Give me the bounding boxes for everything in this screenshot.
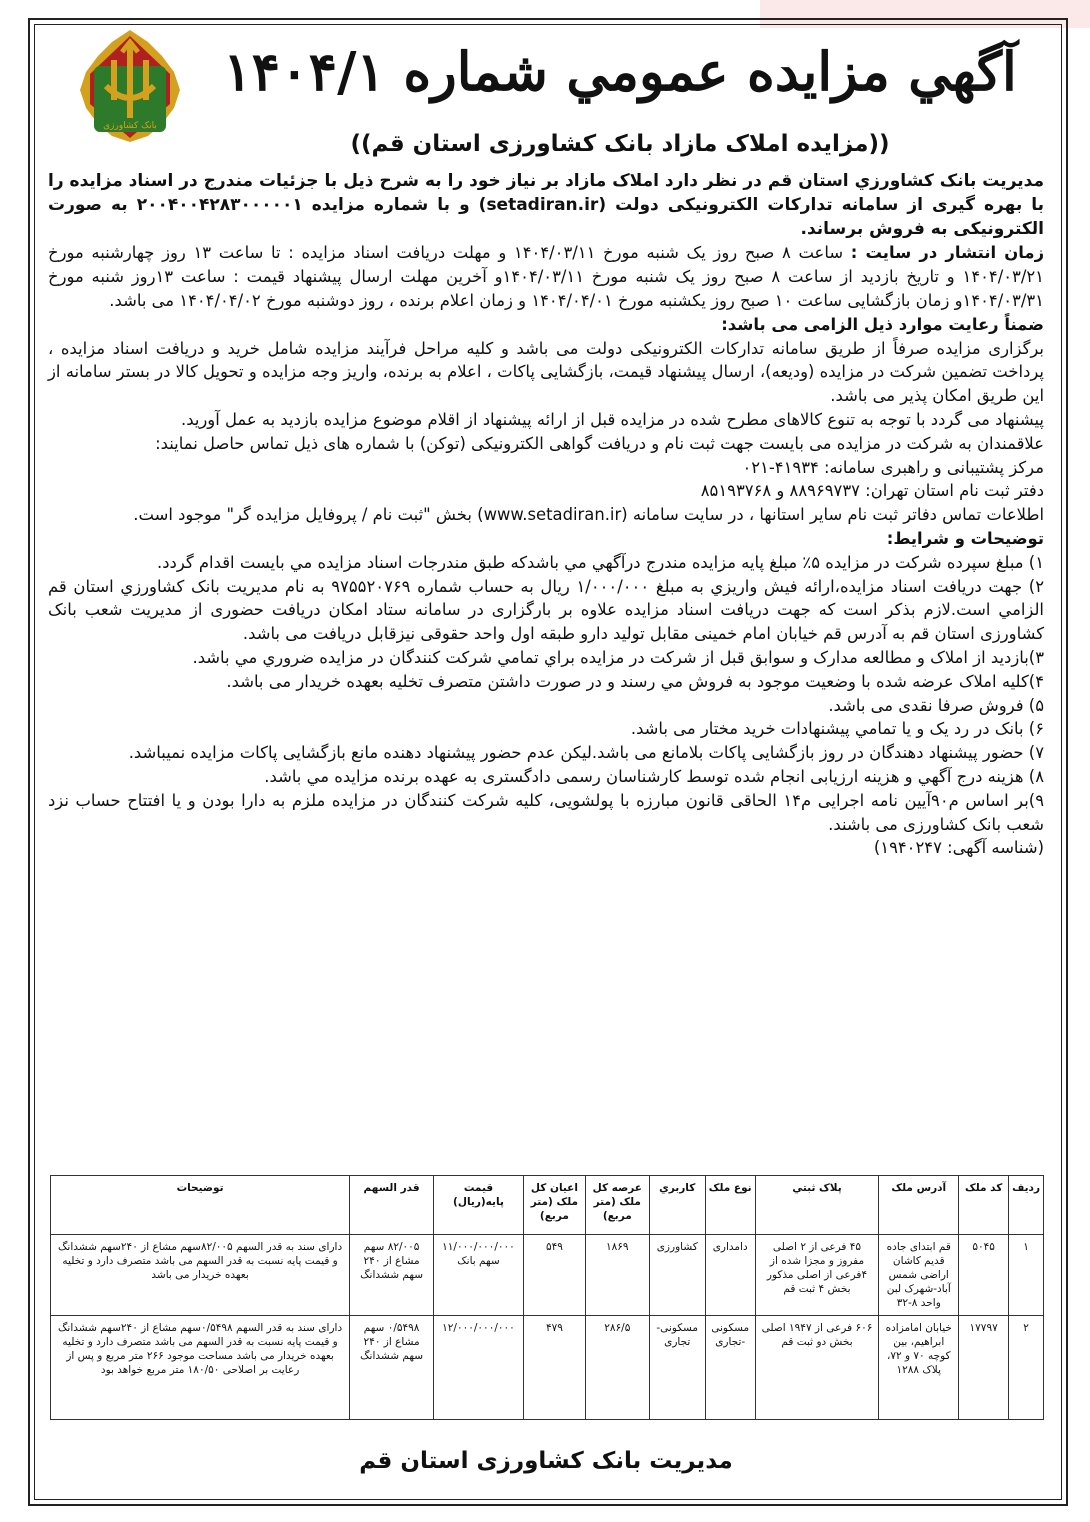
- note-3: علاقمندان به شرکت در مزایده می بایست جهت ثبت نام و دریافت گواهی الکترونیکی (توکن) با شماره های ذیل تماس حاصل نمایند:: [155, 433, 1044, 453]
- property-table: [50, 1175, 1044, 1420]
- col-header: نوع ملک: [705, 1176, 755, 1235]
- col-header: عرصه کل ملک (متر مربع): [585, 1176, 649, 1235]
- table-cell: خیابان امامزاده ابراهیم، بین کوچه ۷۰ و ۷۲، پلاک ۱۲۸۸: [879, 1316, 959, 1420]
- table-cell: ۰/۵۴۹۸ سهم مشاع از ۲۴۰ سهم ششدانگ: [350, 1316, 434, 1420]
- table-cell: ۲: [1009, 1316, 1044, 1420]
- page-subtitle: ((مزایده املاک مازاد بانک کشاورزی استان قم)): [350, 131, 890, 157]
- term-item: ۹)بر اساس م۹۰آیین نامه اجرایی م۱۴ الحاقی قانون مبارزه با پولشویی، کلیه شرکت کنندگان در مزایده ملزم به دارا بودن و یا افتتاح حساب نزد شعب بانک کشاورزی می باشند.: [48, 790, 1044, 834]
- table-row: [51, 1316, 1044, 1420]
- table-cell: دامداری: [705, 1235, 755, 1316]
- col-header: قیمت پایه(ریال): [434, 1176, 524, 1235]
- table-cell: ۶۰۶ فرعی از ۱۹۴۷ اصلی بخش دو ثبت قم: [755, 1316, 879, 1420]
- table-cell: دارای سند به قدر السهم ۰/۵۴۹۸سهم مشاع از ۲۴۰سهم ششدانگ و قیمت پایه نسبت به قدر السهم می باشد متصرف دارد و تخلیه بعهده خریدار می باشد مساحت موجود ۲۶۶ متر مربع و پس از رعایت بر اصلاحی ۱۸۰/۵۰ متر مربع خواهد بود: [51, 1316, 350, 1420]
- table-cell: ۲۸۶/۵: [585, 1316, 649, 1420]
- intro-paragraph: مديريت بانک کشاورزي استان قم در نظر دارد املاک مازاد بر نیاز خود را به شرح ذیل با جزئیات مندرج در اسناد مزایده را با بهره گیری از سامانه تدارکات الکترونیکی دولت (setadiran.ir) و با شماره مزایده ۲۰۰۴۰۰۴۲۸۳۰۰۰۰۰۱ به صورت الکترونیکی به فروش برساند.: [48, 171, 1044, 239]
- table-cell: ۸۲/۰۰۵ سهم مشاع از ۲۴۰ سهم ششدانگ: [350, 1235, 434, 1316]
- table-header-row: [51, 1176, 1044, 1235]
- table-cell: ۱۸۶۹: [585, 1235, 649, 1316]
- table-cell: ۴۷۹: [523, 1316, 585, 1420]
- term-item: ۷) حضور پیشنهاد دهندگان در روز بازگشایی پاکات بلامانع می باشد.لیکن عدم حضور پیشنهاد دهنده مانع بازگشایی پاکات مزایده نمیباشد.: [128, 743, 1044, 763]
- col-header: کاربري: [649, 1176, 705, 1235]
- col-header: اعیان کل ملک (متر مربع): [523, 1176, 585, 1235]
- term-item: ۴)کلیه املاک عرضه شده با وضعیت موجود به فروش مي رسند و در صورت داشتن متصرف تخلیه بعهده خریدار می باشد.: [226, 671, 1044, 691]
- contact-tehran: دفتر ثبت نام استان تهران: ۸۸۹۶۹۷۳۷ و ۸۵۱۹۳۷۶۸: [700, 481, 1044, 501]
- note-1: برگزاری مزایده صرفاً از طریق سامانه تدارکات الکترونیکی دولت می باشد و کلیه مراحل فرآیند مزایده شامل خرید و دریافت اسناد مزایده ، پرداخت تضمین شرکت در مزایده (ودیعه)، ارسال پیشنهاد قیمت، بازگشایی پاکات ، اعلام به برنده، واریز وجه مزایده و تحویل کالا در بستر سامانه از این طریق امکان پذیر می باشد.: [48, 338, 1044, 406]
- term-item: ۸) هزينه درج آگهي و هزينه ارزيابی انجام شده توسط کارشناسان رسمی دادگستری به عهده برنده مزايده مي باشد.: [264, 766, 1044, 786]
- table-cell: مسکونی -تجاری: [705, 1316, 755, 1420]
- schedule-text: ساعت ۸ صبح روز یک شنبه مورخ ۱۴۰۴/۰۳/۱۱ و مهلت دریافت اسناد مزایده : تا ساعت ۱۳ روز چهارشنبه مورخ ۱۴۰۴/۰۳/۲۱ و تاریخ بازدید از ساعت ۸ صبح روز یک شنبه مورخ ۱۴۰۴/۰۳/۱۱و آخرین مهلت ارسال پیشنهاد قیمت : ساعت ۱۳روز شنبه مورخ ۱۴۰۴/۰۳/۳۱و زمان بازگشایی ساعت ۱۰ صبح روز یکشنبه مورخ ۱۴۰۴/۰۴/۰۱ و زمان اعلام برنده ، روز دوشنبه مورخ ۱۴۰۴/۰۴/۰۲ می باشد.: [48, 243, 1044, 310]
- announcement-body: [48, 170, 1044, 860]
- col-header: توضیحات: [51, 1176, 350, 1235]
- table-cell: ۱۷۷۹۷: [959, 1316, 1009, 1420]
- footer-signature: مدیریت بانک کشاورزی استان قم: [359, 1448, 733, 1474]
- table-row: [51, 1235, 1044, 1316]
- table-cell: دارای سند به قدر السهم ۸۲/۰۰۵سهم مشاع از ۲۴۰سهم ششدانگ و قیمت پایه نسبت به قدر السهم می باشد متصرف دارد و تخلیه بعهده خریدار می باشد: [51, 1235, 350, 1316]
- bank-logo: [70, 26, 190, 146]
- table-cell: ۱۲/۰۰۰/۰۰۰/۰۰۰: [434, 1316, 524, 1420]
- table-cell: قم ابتدای جاده قدیم کاشان اراضی شمس آباد-شهرک لبن واحد ۸-۳۲: [879, 1235, 959, 1316]
- term-item: ۵) فروش صرفا نقدی می باشد.: [828, 695, 1044, 715]
- svg-text:بانک کشاورزی: بانک کشاورزی: [103, 121, 157, 131]
- col-header: آدرس ملک: [879, 1176, 959, 1235]
- table-cell: ۱: [1009, 1235, 1044, 1316]
- contact-support: مرکز پشتیبانی و راهبری سامانه: ۴۱۹۳۴-۰۲۱: [742, 457, 1044, 477]
- ad-id: (شناسه آگهی: ۱۹۴۰۲۴۷): [873, 838, 1044, 858]
- table-cell: کشاورزی: [649, 1235, 705, 1316]
- table-cell: مسکونی- تجاری: [649, 1316, 705, 1420]
- table-cell: ۵۴۹: [523, 1235, 585, 1316]
- term-item: ۶) بانک در رد يک و يا تمامي پيشنهادات خريد مختار می باشد.: [630, 719, 1044, 739]
- terms-heading: توضیحات و شرایط:: [886, 528, 1044, 548]
- term-item: ۱) مبلغ سپرده شرکت در مزایده ۵٪ مبلغ پایه مزایده مندرج درآگهي مي باشدکه طبق مندرجات اسناد مزايده مي بايست اقدام گردد.: [157, 552, 1044, 572]
- term-item: ۳)بازديد از املاک و مطالعه مدارک و سوابق قبل از شرکت در مزايده براي تمامي شرکت کنندگان در مزايده ضروري مي باشد.: [192, 647, 1044, 667]
- page-title: آگهي مزايده عمومي شماره ۱۴۰۴/۱: [223, 41, 1017, 103]
- schedule-label: زمان انتشار در سایت :: [850, 243, 1045, 263]
- table-cell: ۴۵ فرعی از ۲ اصلی مفروز و مجزا شده از ۴فرعی از اصلی مذکور بخش ۴ ثبت قم: [755, 1235, 879, 1316]
- note-2: پیشنهاد می گردد با توجه به تنوع کالاهای مطرح شده در مزایده قبل از ارائه پیشنهاد از اقلام موضوع مزایده بازدید به عمل آورید.: [181, 409, 1044, 429]
- col-header: پلاک ثبتي: [755, 1176, 879, 1235]
- schedule-paragraph: [48, 241, 1044, 312]
- term-item: ۲) جهت دريافت اسناد مزايده،ارائه فيش واريزي به مبلغ ۱/۰۰۰/۰۰۰ ريال به حساب شماره ۹۷۵۵۲۰۷۶۹ به نام مديريت بانک کشاورزي استان قم الزامي است.لازم بذکر است که جهت دریافت اسناد مزایده علاوه بر بارگزاری در سامانه ستاد امکان دریافت حضوری از مدیریت شعب بانک کشاورزی استان قم به آدرس قم خیابان امام خمینی مقابل تولید دارو طبقه اول واحد حقوقی نیزقابل دریافت می باشد.: [48, 576, 1045, 644]
- notes-heading: ضمناً رعایت موارد ذیل الزامی می باشد:: [721, 314, 1044, 334]
- col-header: قدر السهم: [350, 1176, 434, 1235]
- table-cell: ۱۱/۰۰۰/۰۰۰/۰۰۰ سهم بانک: [434, 1235, 524, 1316]
- col-header: کد ملک: [959, 1176, 1009, 1235]
- col-header: ردیف: [1009, 1176, 1044, 1235]
- contact-other: اطلاعات تماس دفاتر ثبت نام سایر استانها ، در سایت سامانه (www.setadiran.ir) بخش "ثبت نام / پروفایل مزایده گر" موجود است.: [133, 505, 1044, 525]
- table-cell: ۵۰۴۵: [959, 1235, 1009, 1316]
